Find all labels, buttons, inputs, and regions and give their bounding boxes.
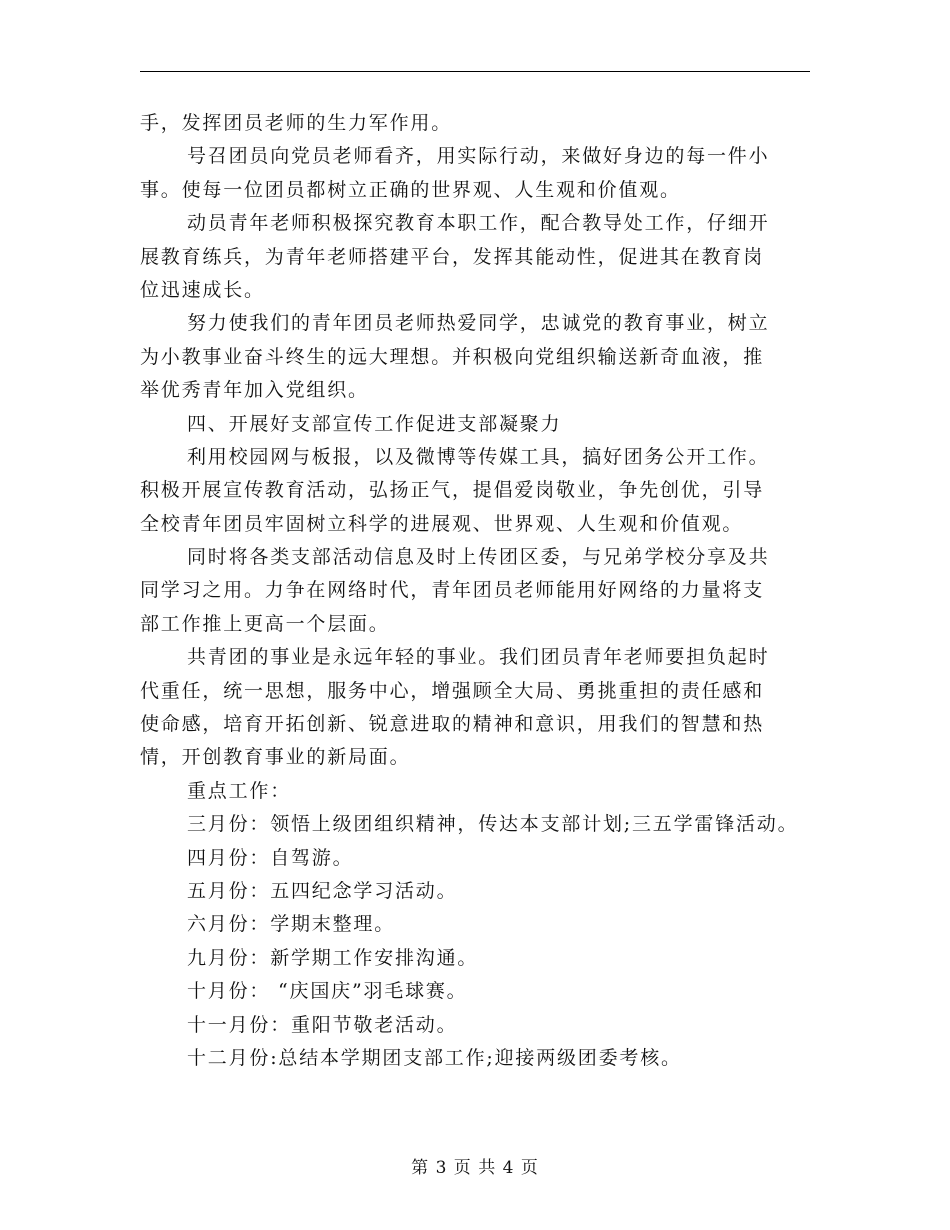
- text-line: 十一月份：重阳节敬老活动。: [187, 1013, 458, 1036]
- text-line: 部工作推上更高一个层面。: [140, 612, 390, 635]
- text-line: 共青团的事业是永远年轻的事业。我们团员青年老师要担负起时: [187, 646, 770, 669]
- text-line: 动员青年老师积极探究教育本职工作，配合教导处工作，仔细开: [187, 212, 770, 235]
- text-line: 六月份：学期末整理。: [187, 913, 396, 936]
- text-line: 九月份：新学期工作安排沟通。: [187, 946, 479, 969]
- text-line: 同学习之用。力争在网络时代，青年团员老师能用好网络的力量将支: [140, 579, 765, 602]
- text-line: 十二月份:总结本学期团支部工作;迎接两级团委考核。: [187, 1046, 682, 1069]
- header-rule: [140, 71, 810, 72]
- text-line: 三月份：领悟上级团组织精神，传达本支部计划;三五学雷锋活动。: [187, 813, 799, 836]
- text-line: 努力使我们的青年团员老师热爱同学，忠诚党的教育事业，树立: [187, 312, 770, 335]
- text-line: 位迅速成长。: [140, 278, 265, 301]
- text-line: 事。使每一位团员都树立正确的世界观、人生观和价值观。: [140, 178, 681, 201]
- text-line: 号召团员向党员老师看齐，用实际行动，来做好身边的每一件小: [187, 145, 770, 168]
- text-line: 使命感，培育开拓创新、锐意进取的精神和意识，用我们的智慧和热: [140, 713, 765, 736]
- text-line: 利用校园网与板报，以及微博等传媒工具，搞好团务公开工作。: [187, 445, 770, 468]
- text-line: 代重任，统一思想，服务中心，增强顾全大局、勇挑重担的责任感和: [140, 679, 765, 702]
- text-line: 四月份：自驾游。: [187, 846, 354, 869]
- text-line: 十月份： “庆国庆”羽毛球赛。: [187, 980, 468, 1003]
- text-line: 积极开展宣传教育活动，弘扬正气，提倡爱岗敬业，争先创优，引导: [140, 479, 765, 502]
- text-line: 情，开创教育事业的新局面。: [140, 746, 411, 769]
- text-line: 同时将各类支部活动信息及时上传团区委，与兄弟学校分享及共: [187, 546, 770, 569]
- text-line: 全校青年团员牢固树立科学的进展观、世界观、人生观和价值观。: [140, 512, 744, 535]
- document-body: [140, 107, 830, 1075]
- text-line: 为小教事业奋斗终生的远大理想。并积极向党组织输送新奇血液，推: [140, 345, 765, 368]
- text-line: 重点工作：: [187, 779, 292, 802]
- text-line: 四、开展好支部宣传工作促进支部凝聚力: [187, 412, 562, 435]
- page-footer: 第 3 页 共 4 页: [411, 1158, 539, 1178]
- text-line: 五月份：五四纪念学习活动。: [187, 879, 458, 902]
- text-line: 展教育练兵，为青年老师搭建平台，发挥其能动性，促进其在教育岗: [140, 245, 765, 268]
- text-line: 举优秀青年加入党组织。: [140, 379, 369, 402]
- text-line: 手，发挥团员老师的生力军作用。: [140, 112, 453, 134]
